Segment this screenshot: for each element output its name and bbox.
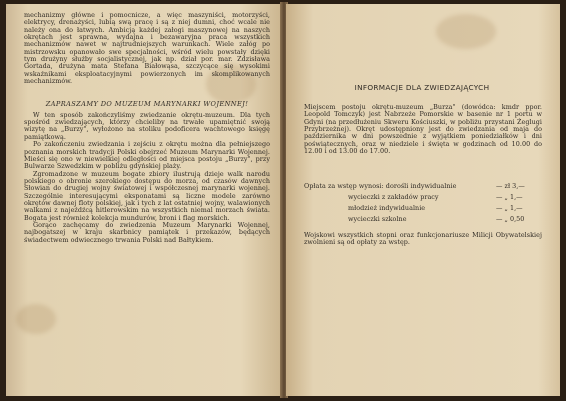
fee-row xyxy=(304,181,542,192)
fee-label: wycieczki szkolne xyxy=(348,215,407,223)
fee-value: — „ 0,50 xyxy=(496,215,525,223)
fee-row xyxy=(304,214,542,225)
fee-value: — zł 3,— xyxy=(496,182,525,190)
left-paragraph-5: Gorąco zachęcamy do zwiedzenia Muzeum Marynarki Wojennej, najbogatszej w kraju skarbnicy pamiątek i przekazów, będących świadectwem odwiecznego trwania Polski nad Bałtykiem. xyxy=(24,220,270,244)
fee-row xyxy=(304,192,542,203)
left-paragraph-4: Zgromadzone w muzeum bogate zbiory ilustrują dzieje walk narodu polskiego o obronie szerokiego dostępu do morza, od czasów dawnych Słowian do drugiej wojny światowej i współczesnej marynarki wojennej. Szczególnie interesującymi eksponatami są liczne modele zarówno okrętów dawnej floty polskiej, jak i tych z lat ostatniej wojny, walawionych walkami z najeźdźcą hitlerowskim na wszystkich niemal morzach świata. Bogata jest również kolekcja mundurów, broni i flag morskich. xyxy=(24,169,270,222)
section-heading: ZAPRASZAMY DO MUZEUM MARYNARKI WOJENNEJ! xyxy=(45,100,249,109)
left-paragraph-1: mechanizmy główne i pomocnicze, a więc maszyniści, motorzyści, elektrycy, drenażyści, lubią swą pracę i są z niej dumni, choć wcale nie należy ona do łatwych. Ambicją każdej załogi maszynowej na naszych okrętach jest sprawna, wydajna i bezawaryjna praca wszystkich mechanizmów nawet w najtrudniejszych warunkach. Wiele załóg po mistrzowsku opanowało swe specjalności, wśród wielu powstały dzięki tym drużyny służby socjalistycznej, jak np. dział por. mar. Zdzisława Gortada, drużyna mata Stefana Białowąsa, szczycące się wysokimi wskaźnikami eksploatacyjnymi powierzonych im skomplikowanych mechanizmów. xyxy=(24,11,270,86)
fee-label: wycieczki z zakładów pracy xyxy=(348,193,439,201)
right-paragraph-1 xyxy=(304,104,542,155)
left-paragraph-3: Po zakończeniu zwiedzania i zejściu z okrętu można dla pełniejszego poznania morskich tradycji Polski obejrzeć Muzeum Marynarki Wojennej. Mieści się ono w niewielkiej odległości od miejsca postoju „Burzy", przy Bulwarze Szwedzkim w pobliżu gdyńskiej plaży. xyxy=(24,140,270,171)
left-paragraph-2: W ten sposób zakończyliśmy zwiedzanie okrętu-muzeum. Dla tych spośród zwiedzających, którzy chcieliby na trwałe upamiętnić swoją wizytę na „Burzy", wyłożono na stoliku podoficera wachtowego księgę pamiątkową. xyxy=(24,110,270,141)
fees-table xyxy=(304,181,542,225)
fee-value: — „ 1,— xyxy=(496,193,523,201)
left-page-text xyxy=(24,12,270,244)
right-paragraph-2 xyxy=(304,232,542,247)
fees-intro: Opłata za wstęp wynosi: dorośli indywidualnie xyxy=(304,182,457,190)
visitor-info-text: Miejscem postoju okrętu-muzeum „Burza" (dowódca: kmdr ppor. Leopold Tomczyk) jest Nabrzeże Pomorskie w basenie nr 1 portu w Gdyni (na przedłużeniu Skweru Kościuszki, w pobliżu przystani Żeglugi Przybrzeżnej). Okręt udostępniony jest do zwiedzania od maja do października w dni powszednie z wyjątkiem poniedziałków i dni poświątecznych, oraz w niedziele i święta w godzinach od 10.00 do 12.00 i od 13.00 do 17.00. xyxy=(304,103,542,156)
fee-row xyxy=(304,203,542,214)
fee-label: młodzież indywidualnie xyxy=(348,204,426,212)
fee-value: — „ 1,— xyxy=(496,204,523,212)
exemption-text: Wojskowi wszystkich stopni oraz funkcjonariusze Milicji Obywatelskiej zwolnieni są od opłaty za wstęp. xyxy=(304,231,542,247)
info-title: INFORMACJE DLA ZWIEDZAJĄCYCH xyxy=(354,83,490,92)
